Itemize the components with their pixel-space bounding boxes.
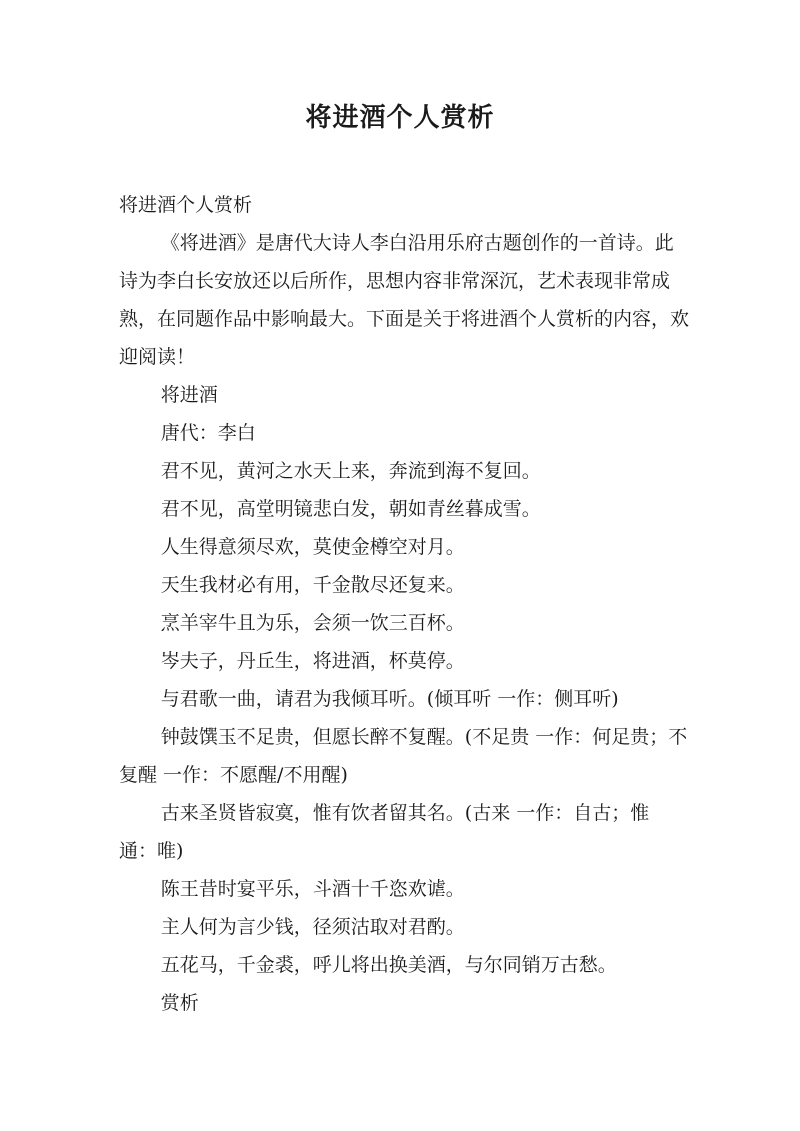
poem-title: 将进酒 (160, 384, 218, 406)
subheading: 将进酒个人赏析 (119, 194, 253, 216)
poem-line: 君不见，黄河之水天上来，奔流到海不复回。 (160, 460, 541, 482)
poem-line: 与君歌一曲，请君为我倾耳听。(倾耳听 一作：侧耳听) (160, 688, 619, 710)
intro-paragraph: 《将进酒》是唐代大诗人李白沿用乐府古题创作的一首诗。此诗为李白长安放还以后所作，思想内容非常深沉，艺术表现非常成熟，在同题作品中影响最大。下面是关于将进酒个人赏析的内容，欢迎阅读！ (119, 232, 690, 368)
poem-line: 钟鼓馔玉不足贵，但愿长醉不复醒。(不足贵 一作：何足贵；不复醒 一作：不愿醒/不用醒) (119, 726, 688, 786)
poem-line: 主人何为言少钱，径须沽取对君酌。 (160, 916, 465, 938)
section-heading: 赏析 (160, 992, 199, 1014)
poem-line: 岑夫子，丹丘生，将进酒，杯莫停。 (160, 650, 465, 672)
poem-line: 烹羊宰牛且为乐，会须一饮三百杯。 (160, 612, 465, 634)
poem-author: 唐代：李白 (160, 422, 256, 444)
poem-line: 五花马，千金裘，呼儿将出换美酒，与尔同销万古愁。 (160, 954, 617, 976)
poem-line: 人生得意须尽欢，莫使金樽空对月。 (160, 536, 465, 558)
poem-line: 君不见，高堂明镜悲白发，朝如青丝暮成雪。 (160, 498, 541, 520)
document-body (119, 186, 689, 1022)
poem-line: 天生我材必有用，千金散尽还复来。 (160, 574, 465, 596)
poem-line: 古来圣贤皆寂寞，惟有饮者留其名。(古来 一作：自古；惟 通：唯) (119, 802, 650, 862)
page-title: 将进酒个人赏析 (305, 103, 495, 133)
poem-line: 陈王昔时宴平乐，斗酒十千恣欢谑。 (160, 878, 465, 900)
